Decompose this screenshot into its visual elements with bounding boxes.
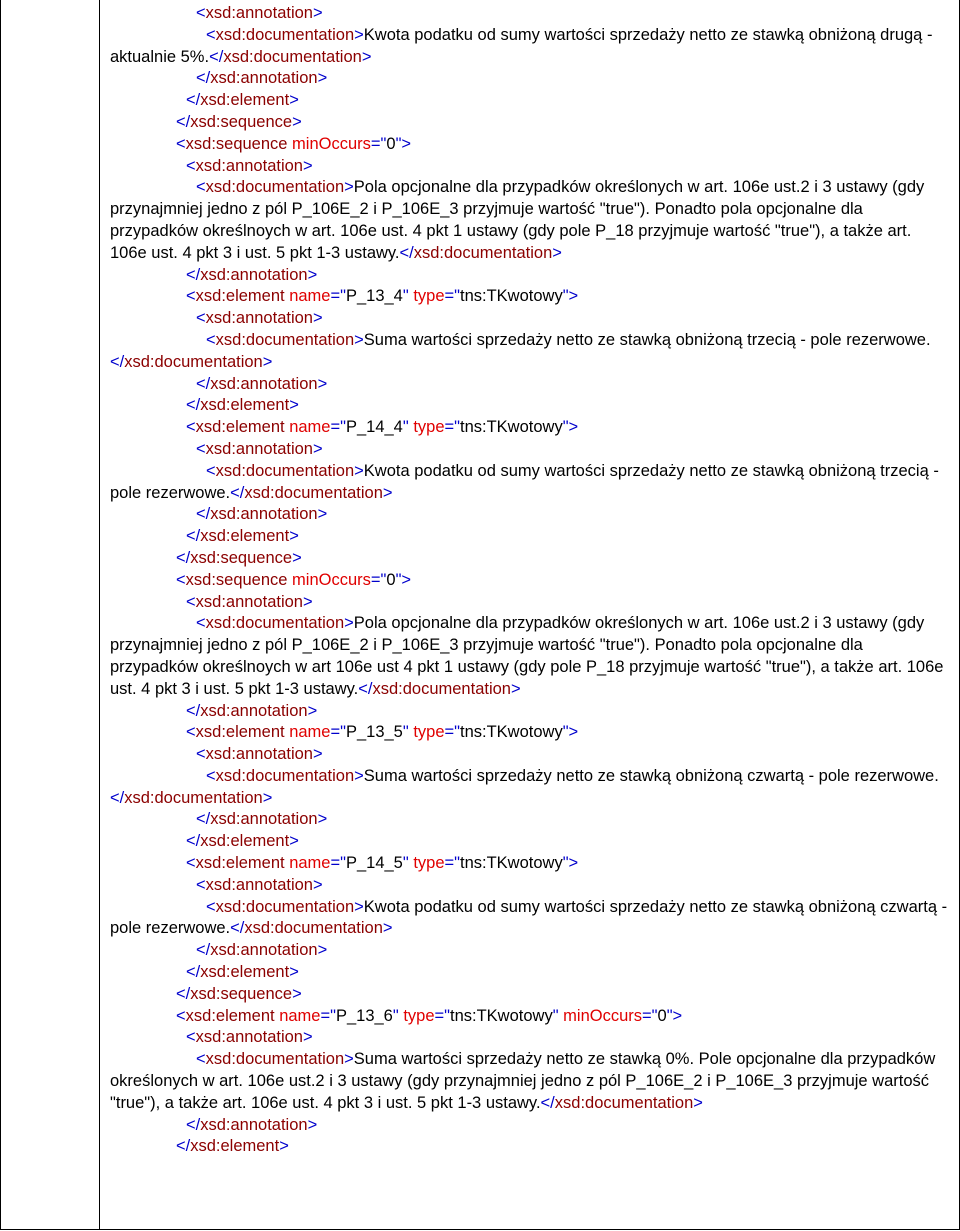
markup-punctuation: </ <box>399 243 414 262</box>
code-line <box>110 1136 948 1158</box>
tag-name: xsd:annotation <box>205 4 313 22</box>
tag-name: xsd:element <box>190 1137 280 1156</box>
tag-name: xsd:documentation <box>205 178 345 197</box>
code-line <box>110 744 948 766</box>
markup-punctuation: </ <box>186 527 201 546</box>
text-value: Suma wartości sprzedaży netto ze stawką obniżoną czwartą - pole rezerwowe. <box>363 766 944 785</box>
markup-punctuation: > <box>312 4 323 22</box>
markup-punctuation: </ <box>186 701 201 720</box>
tag-name: xsd:element <box>185 1006 280 1025</box>
markup-punctuation: < <box>196 614 206 633</box>
tag-name: xsd:documentation <box>124 788 263 807</box>
text-value: Kwota podatku od sumy wartości sprzedaży netto ze stawką obniżoną czwartą - pole rezerwowe. <box>110 897 952 938</box>
markup-punctuation: < <box>206 25 216 44</box>
code-line <box>110 25 948 69</box>
markup-punctuation: < <box>206 897 216 916</box>
markup-punctuation: > <box>354 25 364 44</box>
code-line <box>110 570 948 592</box>
tag-name: xsd:documentation <box>244 919 383 938</box>
code-line <box>110 395 948 417</box>
markup-punctuation: > <box>302 156 313 175</box>
code-line <box>110 286 948 308</box>
tag-name: xsd:documentation <box>205 1050 345 1069</box>
code-line <box>110 875 948 897</box>
code-line <box>110 504 948 526</box>
attribute-name: name <box>289 723 331 742</box>
code-line <box>110 374 948 396</box>
markup-punctuation: > <box>292 548 302 567</box>
markup-punctuation: =" <box>330 287 346 306</box>
markup-punctuation: < <box>186 156 196 175</box>
tag-name: xsd:element <box>195 723 290 742</box>
markup-punctuation: > <box>382 483 393 502</box>
code-line <box>110 897 952 941</box>
tag-name: xsd:element <box>200 396 290 415</box>
markup-punctuation: " <box>402 287 414 306</box>
markup-punctuation: </ <box>176 984 191 1003</box>
text-value: Suma wartości sprzedaży netto ze stawką 0%. Pole opcjonalne dla przypadków określonych w art. 106e ust.2 i 3 ustawy (gdy przynajmniej jedno z pól P_106E_2 i P_106E_3 przyjmuje wartość "true"), a także art. 106e ust. 4 pkt 3 i ust. 5 pkt 1-3 ustawy. <box>110 1050 940 1112</box>
tag-name: xsd:documentation <box>205 614 345 633</box>
markup-punctuation: </ <box>176 1137 191 1156</box>
markup-punctuation: > <box>289 832 299 851</box>
text-value: 0 <box>386 134 396 153</box>
markup-punctuation: </ <box>186 832 201 851</box>
markup-punctuation: < <box>196 745 206 764</box>
code-line <box>110 1049 948 1114</box>
tag-name: xsd:element <box>200 527 290 546</box>
markup-punctuation: </ <box>186 963 201 982</box>
markup-punctuation: > <box>354 461 364 480</box>
markup-punctuation: =" <box>444 854 460 873</box>
code-line <box>110 330 948 374</box>
tag-name: xsd:documentation <box>124 352 263 371</box>
markup-punctuation: =" <box>330 418 346 437</box>
markup-punctuation: </ <box>110 352 125 371</box>
markup-punctuation: "> <box>666 1006 683 1025</box>
tag-name: xsd:annotation <box>195 592 303 611</box>
markup-punctuation: > <box>289 91 299 110</box>
tag-name: xsd:annotation <box>195 156 303 175</box>
markup-punctuation: < <box>196 875 206 894</box>
markup-punctuation: =" <box>330 854 346 873</box>
text-value: P_14_5 <box>345 854 403 873</box>
markup-punctuation: > <box>302 592 313 611</box>
markup-punctuation: < <box>196 309 206 328</box>
tag-name: xsd:annotation <box>200 1115 308 1134</box>
attribute-name: name <box>289 287 331 306</box>
markup-punctuation: < <box>186 418 196 437</box>
markup-punctuation: =" <box>444 418 460 437</box>
text-value: P_13_5 <box>345 723 403 742</box>
left-column-cell <box>1 0 100 1229</box>
markup-punctuation: > <box>262 352 273 371</box>
markup-punctuation: > <box>317 69 328 88</box>
markup-punctuation: "> <box>562 854 579 873</box>
tag-name: xsd:annotation <box>195 1028 303 1047</box>
markup-punctuation: > <box>307 265 318 284</box>
markup-punctuation: > <box>317 505 328 524</box>
code-line <box>110 265 948 287</box>
attribute-name: minOccurs <box>292 134 371 153</box>
markup-punctuation: > <box>262 788 273 807</box>
tag-name: xsd:element <box>195 854 290 873</box>
tag-name: xsd:sequence <box>185 134 293 153</box>
markup-punctuation: > <box>307 1115 318 1134</box>
attribute-name: name <box>279 1006 321 1025</box>
tag-name: xsd:documentation <box>215 330 355 349</box>
markup-punctuation: > <box>344 1050 354 1069</box>
markup-punctuation: </ <box>176 112 191 131</box>
attribute-name: minOccurs <box>292 570 371 589</box>
markup-punctuation: > <box>302 1028 313 1047</box>
tag-name: xsd:annotation <box>210 810 318 829</box>
tag-name: xsd:annotation <box>200 265 308 284</box>
markup-punctuation: < <box>186 723 196 742</box>
markup-punctuation: > <box>552 243 562 262</box>
markup-punctuation: =" <box>642 1006 658 1025</box>
text-value: P_13_4 <box>345 287 403 306</box>
markup-punctuation: > <box>317 810 328 829</box>
markup-punctuation: > <box>289 396 299 415</box>
attribute-name: type <box>413 287 445 306</box>
markup-punctuation: =" <box>370 134 387 153</box>
tag-name: xsd:annotation <box>210 374 318 393</box>
markup-punctuation: =" <box>330 723 346 742</box>
markup-punctuation: < <box>176 1006 186 1025</box>
markup-punctuation: "> <box>395 134 412 153</box>
attribute-name: type <box>413 418 445 437</box>
markup-punctuation: < <box>206 330 216 349</box>
code-line <box>110 548 948 570</box>
markup-punctuation: > <box>292 984 302 1003</box>
text-value: 0 <box>657 1006 667 1025</box>
markup-punctuation: =" <box>434 1006 450 1025</box>
code-line <box>110 701 948 723</box>
markup-punctuation: </ <box>230 483 245 502</box>
tag-name: xsd:documentation <box>215 461 355 480</box>
markup-punctuation: </ <box>196 374 211 393</box>
text-value: Kwota podatku od sumy wartości sprzedaży netto ze stawką obniżoną trzecią - pole rezerwowe. <box>110 461 944 502</box>
markup-punctuation: </ <box>196 505 211 524</box>
markup-punctuation: </ <box>186 91 201 110</box>
code-line <box>110 134 948 156</box>
markup-punctuation: > <box>510 679 521 698</box>
text-value: P_13_6 <box>335 1006 393 1025</box>
tag-name: xsd:documentation <box>372 679 511 698</box>
code-line <box>110 831 948 853</box>
text-value: tns:TKwotowy <box>450 1006 553 1025</box>
markup-punctuation: </ <box>186 1115 201 1134</box>
code-line <box>110 962 948 984</box>
attribute-name: type <box>403 1006 435 1025</box>
tag-name: xsd:annotation <box>210 69 318 88</box>
code-line <box>110 439 948 461</box>
tag-name: xsd:sequence <box>185 570 293 589</box>
markup-punctuation: < <box>176 570 186 589</box>
markup-punctuation: > <box>292 112 302 131</box>
tag-name: xsd:annotation <box>210 941 318 960</box>
tag-name: xsd:annotation <box>200 701 308 720</box>
markup-punctuation: "> <box>395 570 412 589</box>
markup-punctuation: </ <box>176 548 191 567</box>
markup-punctuation: </ <box>540 1093 555 1112</box>
tag-name: xsd:sequence <box>190 984 293 1003</box>
tag-name: xsd:element <box>195 287 290 306</box>
tag-name: xsd:element <box>200 963 290 982</box>
tag-name: xsd:documentation <box>215 766 355 785</box>
code-line <box>110 1115 948 1137</box>
tag-name: xsd:documentation <box>554 1093 694 1112</box>
text-value: tns:TKwotowy <box>460 287 563 306</box>
markup-punctuation: </ <box>196 941 211 960</box>
markup-punctuation: > <box>312 745 323 764</box>
text-value: 0 <box>386 570 396 589</box>
text-value: Pola opcjonalne dla przypadków określonych w art. 106e ust.2 i 3 ustawy (gdy przynajmniej jedno z pól P_106E_2 i P_106E_3 przyjmuje wartość "true"). Ponadto pola opcjonalne dla przypadków określnoych w art 106e ust 4 pkt 1 ustawy (gdy pole P_18 przyjmuje wartość "true"), a także art. 106e ust. 4 pkt 3 i ust. 5 pkt 1-3 ustawy. <box>110 614 949 698</box>
markup-punctuation: " <box>392 1006 404 1025</box>
code-line <box>110 461 948 505</box>
attribute-name: type <box>413 854 445 873</box>
text-value: tns:TKwotowy <box>460 723 563 742</box>
markup-punctuation: < <box>186 1028 196 1047</box>
markup-punctuation: </ <box>209 47 224 66</box>
code-line <box>110 526 948 548</box>
code-line <box>110 613 948 700</box>
markup-punctuation: > <box>382 919 393 938</box>
markup-punctuation: "> <box>562 418 579 437</box>
code-line <box>110 68 948 90</box>
markup-punctuation: > <box>317 374 328 393</box>
markup-punctuation: > <box>361 47 372 66</box>
markup-punctuation: > <box>354 897 364 916</box>
markup-punctuation: < <box>196 4 206 22</box>
code-line <box>110 809 948 831</box>
markup-punctuation: > <box>317 941 328 960</box>
code-line <box>110 853 948 875</box>
tag-name: xsd:documentation <box>223 47 362 66</box>
markup-punctuation: < <box>206 766 216 785</box>
attribute-name: type <box>413 723 445 742</box>
markup-punctuation: > <box>344 614 354 633</box>
markup-punctuation: < <box>206 461 216 480</box>
markup-punctuation: < <box>196 178 206 197</box>
markup-punctuation: =" <box>444 723 460 742</box>
tag-name: xsd:annotation <box>205 745 313 764</box>
code-line <box>110 1027 948 1049</box>
code-line <box>110 156 948 178</box>
tag-name: xsd:element <box>200 832 290 851</box>
markup-punctuation: < <box>186 287 196 306</box>
markup-punctuation: </ <box>196 69 211 88</box>
markup-punctuation: > <box>307 701 318 720</box>
attribute-name: minOccurs <box>563 1006 642 1025</box>
tag-name: xsd:documentation <box>215 897 355 916</box>
tag-name: xsd:annotation <box>210 505 318 524</box>
tag-name: xsd:sequence <box>190 548 293 567</box>
markup-punctuation: > <box>312 439 323 458</box>
xsd-code-listing <box>110 3 952 1158</box>
tag-name: xsd:documentation <box>215 25 355 44</box>
markup-punctuation: " <box>402 854 414 873</box>
markup-punctuation: > <box>279 1137 289 1156</box>
markup-punctuation: < <box>196 439 206 458</box>
tag-name: xsd:element <box>195 418 290 437</box>
code-line <box>110 112 948 134</box>
code-line <box>110 592 948 614</box>
markup-punctuation: =" <box>320 1006 336 1025</box>
code-line <box>110 1006 948 1028</box>
markup-punctuation: </ <box>186 265 201 284</box>
text-value: Suma wartości sprzedaży netto ze stawką obniżoną trzecią - pole rezerwowe. <box>363 330 931 349</box>
markup-punctuation: </ <box>110 788 125 807</box>
tag-name: xsd:element <box>200 91 290 110</box>
markup-punctuation: " <box>552 1006 564 1025</box>
text-value: Kwota podatku od sumy wartości sprzedaży netto ze stawką obniżoną drugą - aktualnie 5%. <box>110 25 938 66</box>
attribute-name: name <box>289 854 331 873</box>
attribute-name: name <box>289 418 331 437</box>
code-line <box>110 90 948 112</box>
code-line <box>110 984 948 1006</box>
markup-punctuation: " <box>402 723 414 742</box>
tag-name: xsd:sequence <box>190 112 293 131</box>
markup-punctuation: "> <box>562 287 579 306</box>
tag-name: xsd:annotation <box>205 875 313 894</box>
text-value: tns:TKwotowy <box>460 418 563 437</box>
text-value: P_14_4 <box>345 418 403 437</box>
markup-punctuation: </ <box>358 679 373 698</box>
markup-punctuation: </ <box>196 810 211 829</box>
markup-punctuation: > <box>289 527 299 546</box>
tag-name: xsd:documentation <box>413 243 553 262</box>
markup-punctuation: > <box>289 963 299 982</box>
markup-punctuation: > <box>693 1093 703 1112</box>
markup-punctuation: > <box>312 309 323 328</box>
code-line <box>110 417 948 439</box>
markup-punctuation: > <box>354 766 364 785</box>
markup-punctuation: > <box>354 330 364 349</box>
markup-punctuation: > <box>344 178 354 197</box>
markup-punctuation: < <box>196 1050 206 1069</box>
tag-name: xsd:annotation <box>205 439 313 458</box>
markup-punctuation: < <box>186 854 196 873</box>
markup-punctuation: < <box>186 592 196 611</box>
text-value: Pola opcjonalne dla przypadków określonych w art. 106e ust.2 i 3 ustawy (gdy przynajmniej jedno z pól P_106E_2 i P_106E_3 przyjmuje wartość "true"). Ponadto pola opcjonalne dla przypadków określnoych w art. 106e ust. 4 pkt 1 ustawy (gdy pole P_18 przyjmuje wartość "true"), a także art. 106e ust. 4 pkt 3 i ust. 5 pkt 1-3 ustawy. <box>110 178 929 262</box>
markup-punctuation: "> <box>562 723 579 742</box>
markup-punctuation: </ <box>186 396 201 415</box>
tag-name: xsd:annotation <box>205 309 313 328</box>
code-line <box>110 940 948 962</box>
markup-punctuation: " <box>402 418 414 437</box>
markup-punctuation: > <box>312 875 323 894</box>
markup-punctuation: </ <box>230 919 245 938</box>
code-line <box>110 722 948 744</box>
code-line <box>110 766 948 810</box>
code-line <box>110 3 948 25</box>
code-line <box>110 177 948 264</box>
markup-punctuation: =" <box>370 570 387 589</box>
markup-punctuation: =" <box>444 287 460 306</box>
code-line <box>110 308 948 330</box>
text-value: tns:TKwotowy <box>460 854 563 873</box>
tag-name: xsd:documentation <box>244 483 383 502</box>
markup-punctuation: < <box>176 134 186 153</box>
